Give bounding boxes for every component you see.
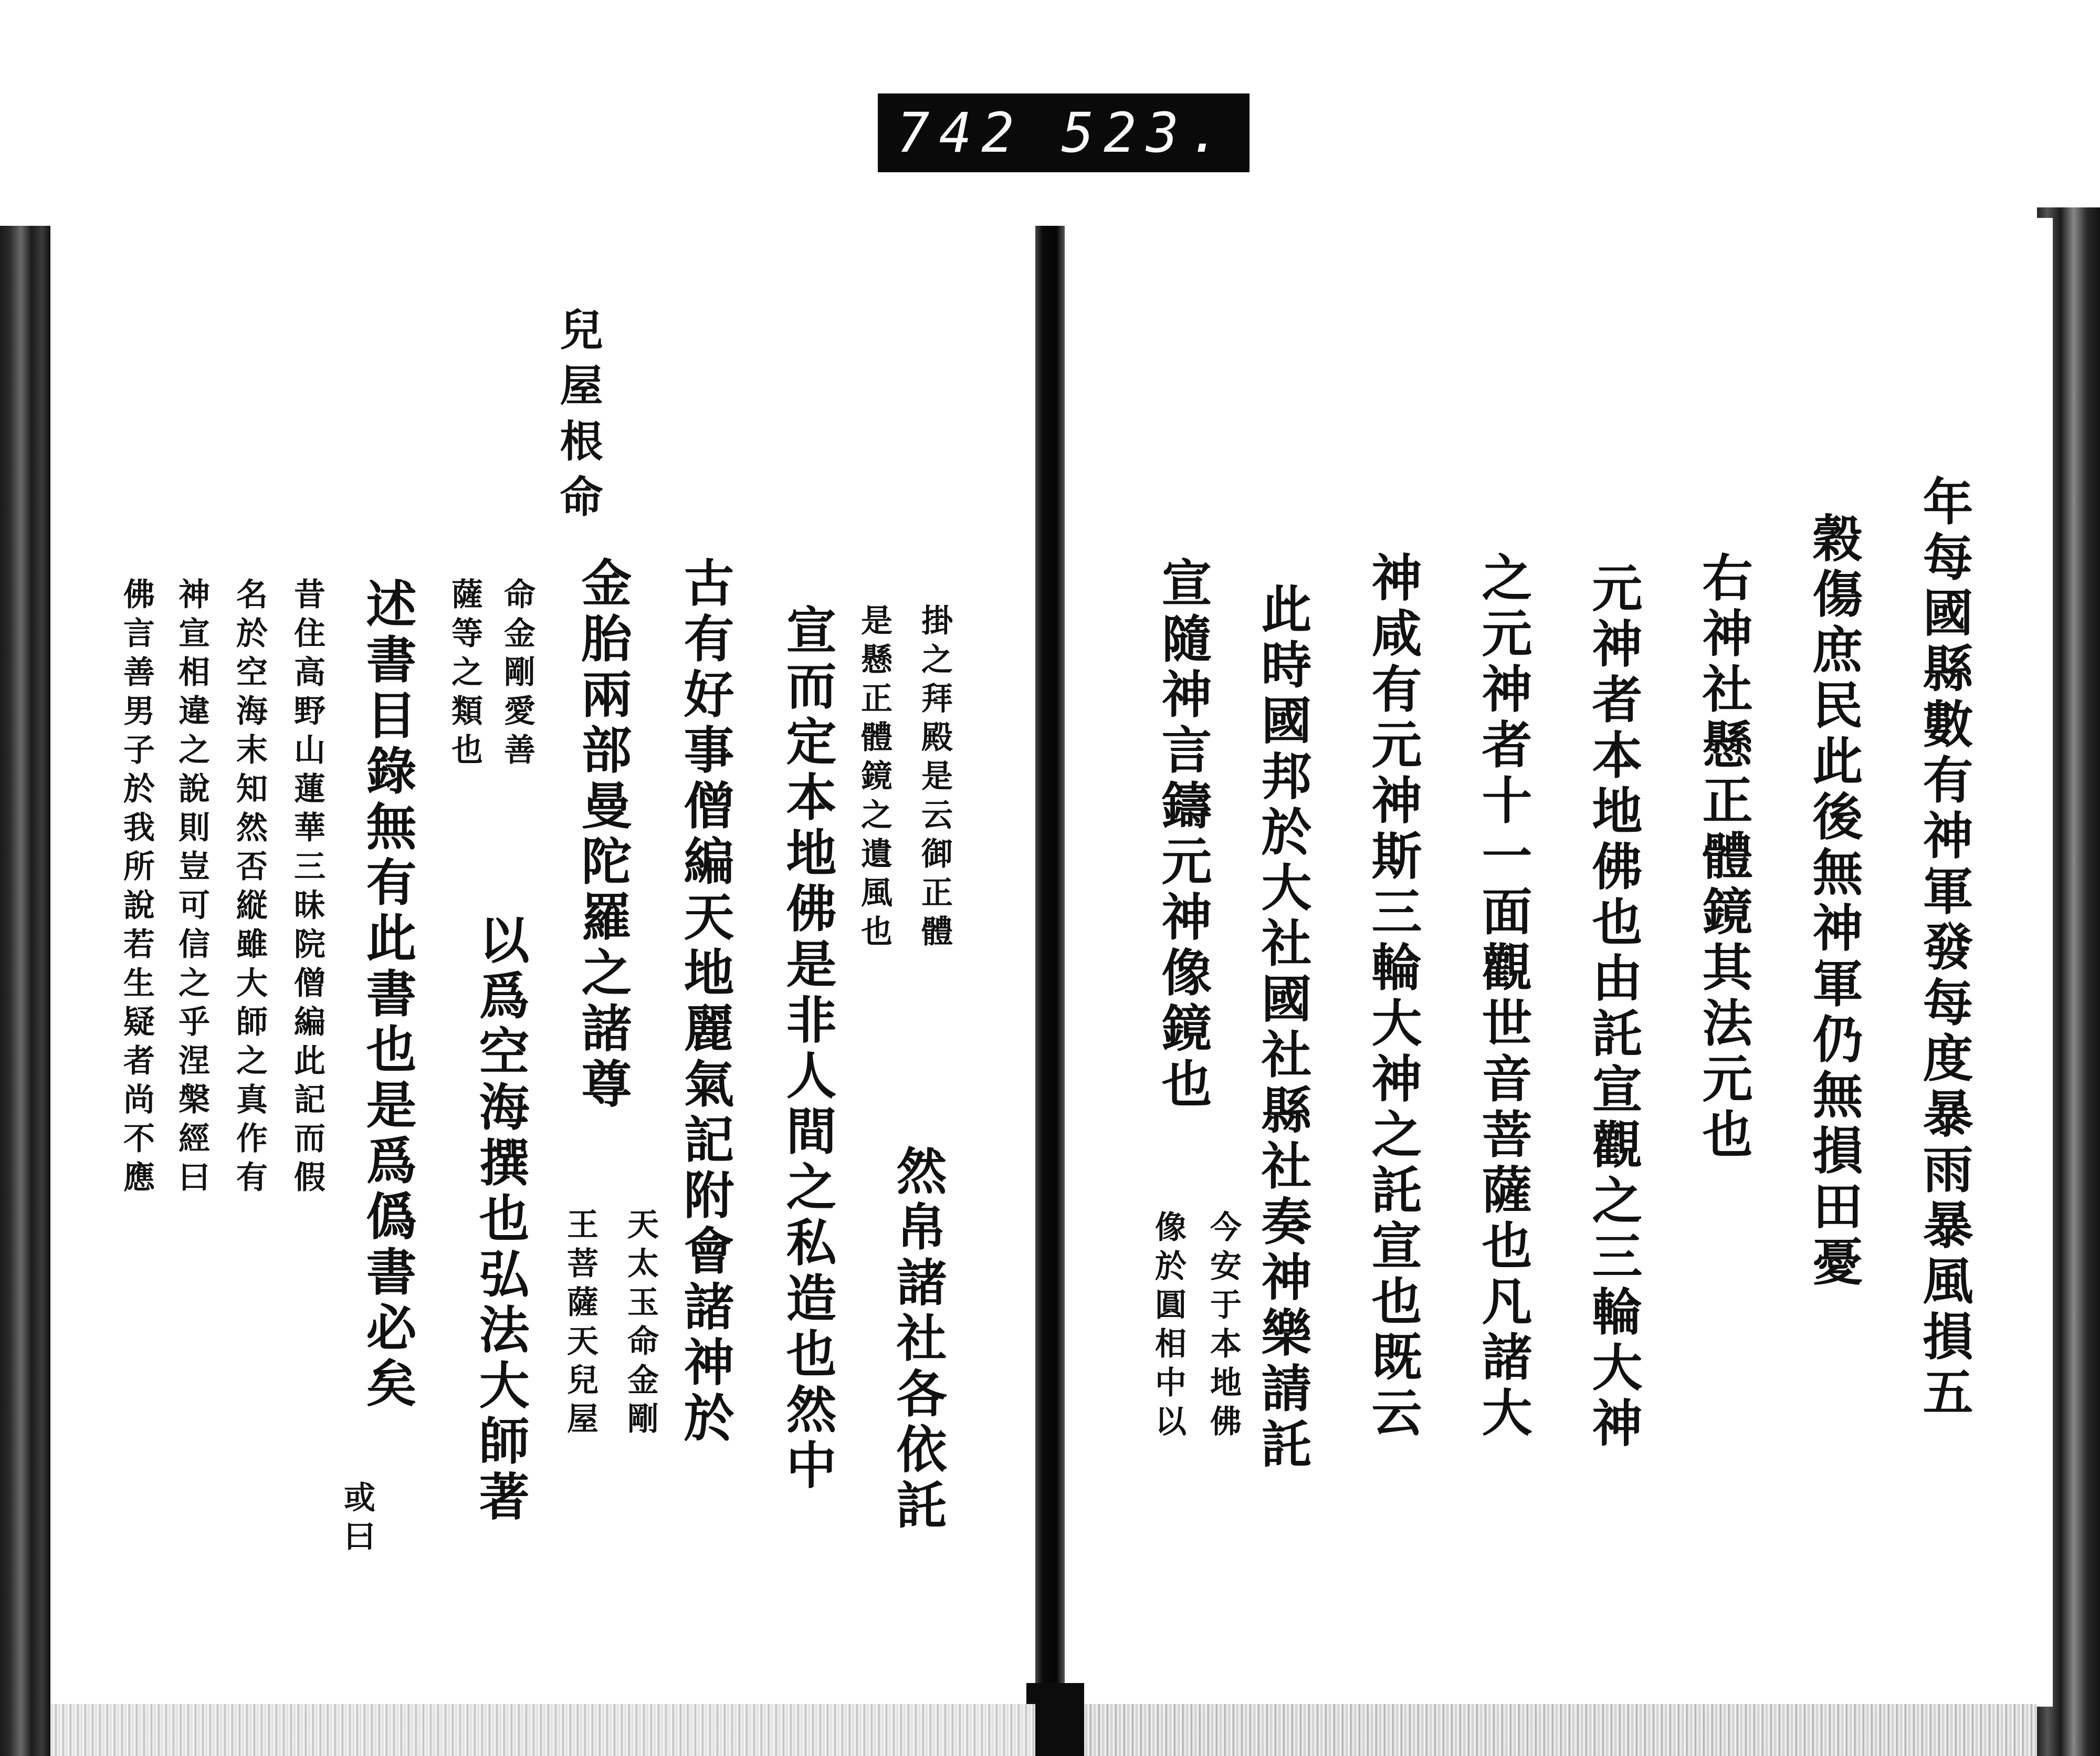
call-number-right: 523.: [1061, 101, 1231, 165]
right-page-stack: [1084, 1704, 2037, 1756]
left-fragment-4: 以爲空海撰也弘法大師著: [471, 914, 530, 1526]
left-page-edge: [0, 226, 50, 1756]
left-page-stack: [50, 1704, 1035, 1756]
left-fragment-5: 或曰: [339, 1481, 375, 1559]
right-page: [1066, 218, 2053, 1707]
left-column-9: 昔住高野山蓮華三昧院僧編此記而假: [289, 578, 326, 1199]
right-column-5: 之元神者十一面觀世音菩薩也凡諸大: [1474, 551, 1533, 1442]
left-fragment-1: 然帛諸社各依託: [888, 1145, 948, 1534]
right-column-2: 穀傷庶民此後無神軍仍無損田憂: [1804, 512, 1864, 1291]
right-column-8: 宣隨神言鑄元神像鏡也: [1153, 557, 1213, 1113]
right-column-7: 此時國邦於大社國社縣社奏神樂請託: [1253, 583, 1312, 1473]
left-column-4: 古有好事僧編天地麗氣記附會諸神於: [676, 557, 735, 1447]
book-gutter: [1035, 226, 1065, 1756]
call-number-left: 742: [897, 101, 1024, 165]
right-column-3: 右神社懸正體鏡其法元也: [1694, 551, 1754, 1164]
left-column-11: 神宣相違之說則豈可信之乎涅槃經曰: [173, 578, 210, 1199]
call-number-label: [878, 93, 1250, 172]
left-column-10: 名於空海末知然否縦雖大師之真作有: [231, 578, 268, 1199]
left-column-1: 掛之拜殿是云御正體: [916, 604, 953, 954]
left-heading: 兒屋根命: [553, 307, 603, 530]
right-column-4: 元神者本地佛也由託宣觀之三輪大神: [1584, 562, 1643, 1452]
left-fragment-2: 天太玉命金剛: [622, 1208, 659, 1441]
right-fragment-1: 今安于本地佛: [1205, 1210, 1242, 1444]
right-column-9: 像於圓相中以: [1150, 1210, 1186, 1444]
left-column-2: 是懸正體鏡之遺風也: [856, 604, 892, 954]
right-column-1: 年每國縣數有神軍發每度暴雨暴風損五: [1915, 475, 1974, 1421]
right-column-6: 神咸有元神斯三輪大神之託宣也既云: [1363, 551, 1423, 1442]
left-column-5: 金胎兩部曼陀羅之諸尊: [573, 557, 633, 1113]
left-column-7: 薩等之類也: [446, 578, 483, 772]
left-fragment-3: 王菩薩天兒屋: [562, 1208, 598, 1441]
left-column-12: 佛言善男子於我所說若生疑者尚不應: [118, 578, 155, 1199]
left-column-3: 宣而定本地佛是非人間之私造也然中: [778, 604, 837, 1494]
left-column-8: 述書目錄無有此書也是爲僞書必矣: [358, 578, 417, 1413]
left-column-6: 命金剛愛善: [499, 578, 536, 772]
